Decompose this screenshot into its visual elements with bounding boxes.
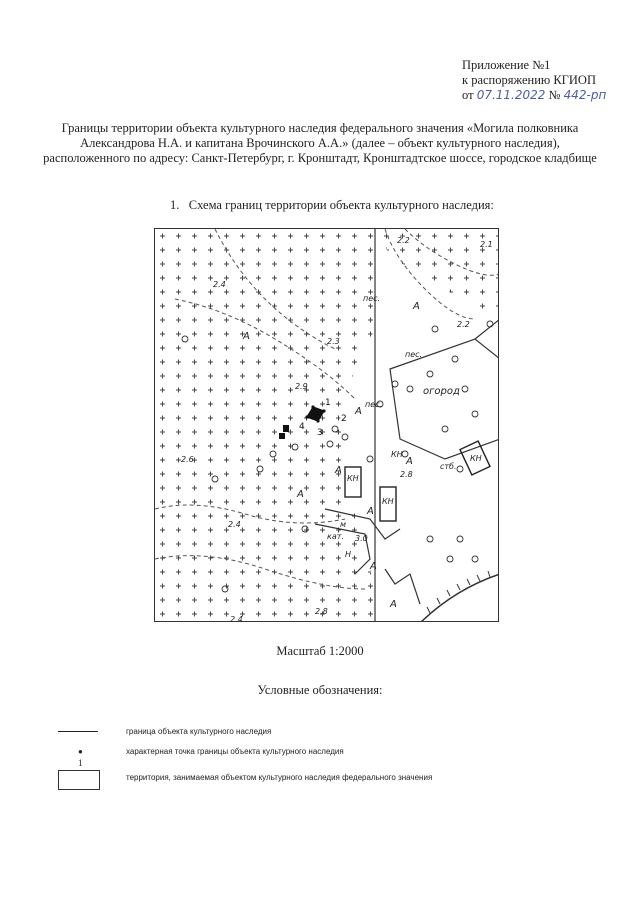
point-label: 2 [341,414,347,424]
label-pes: пес. [363,294,381,303]
svg-text:A: A [413,301,420,312]
document-title: Границы территории объекта культурного наследия федерального значения «Могила полковника Александрова Н.А. и капитана Врочинского А.А.» (далее – объект культурного наследия), расположенного по адресу: Санкт-Петербург, г. Кронштадт, Кронштадтское шоссе, городское кладбище [43,121,597,165]
svg-text:A: A [243,331,250,342]
elevation: 2.3 [327,337,340,346]
handwritten-number: 442-рп [563,88,607,102]
legend-text: территория, занимаемая объектом культурного наследия федерального значения [126,773,433,782]
legend-text: граница объекта культурного наследия [126,727,272,736]
elevation: 2.8 [400,470,413,479]
elevation: 2.6 [181,455,194,464]
legend-title: Условные обозначения: [257,683,383,697]
svg-text:A: A [367,506,374,517]
point-label: 3 [317,428,323,438]
section-text: Схема границ территории объекта культурного наследия: [188,198,494,212]
label-garden: огород [423,386,460,397]
label-stb: стб. [440,462,457,471]
svg-text:A: A [335,465,342,476]
label-pes: пес. [405,350,423,359]
date-prefix: от [462,88,474,102]
boundary-line-symbol [58,731,98,732]
elevation: 2.9 [295,382,308,391]
label-n: Н [345,550,352,559]
label-m: м [340,520,347,529]
boundary-map [154,228,499,622]
handwritten-date: 07.11.2022 [476,88,546,102]
section-heading [170,198,494,213]
svg-text:A: A [370,561,377,572]
section-number: 1. [170,198,180,212]
number-prefix: № [548,88,561,102]
svg-text:A: A [406,456,413,467]
attachment-block [462,58,606,103]
legend-text: характерная точка границы объекта культурного наследия [126,747,344,756]
point-label: 4 [299,422,305,432]
elevation: 2.4 [228,520,241,529]
attachment-date-line [462,88,606,103]
elevation: 2.2 [397,236,410,245]
label-pes: пес. [365,400,383,409]
elevation: 2.2 [457,320,470,329]
elevation: 2.1 [480,240,493,249]
elevation: 2.4 [213,280,226,289]
point-label: 1 [325,398,331,408]
label-kn: КН [347,474,359,483]
map-scale: Масштаб 1:2000 [276,644,364,658]
elevation: 2.4 [230,615,243,622]
label-kat: кат. [327,532,344,541]
svg-text:A: A [390,599,397,610]
label-kn: КН [391,450,403,459]
label-kn: КН [382,497,394,506]
point-symbol: ● 1 [78,747,83,768]
elevation: 2.8 [315,607,328,616]
label-kn: КН [470,454,482,463]
territory-box-symbol [58,770,100,790]
attachment-line-2: к распоряжению КГИОП [462,73,596,87]
svg-text:A: A [355,406,362,417]
svg-text:A: A [297,489,304,500]
elevation: 3.0 [355,534,368,543]
attachment-line-1: Приложение №1 [462,58,551,72]
cemetery-area [155,229,383,622]
